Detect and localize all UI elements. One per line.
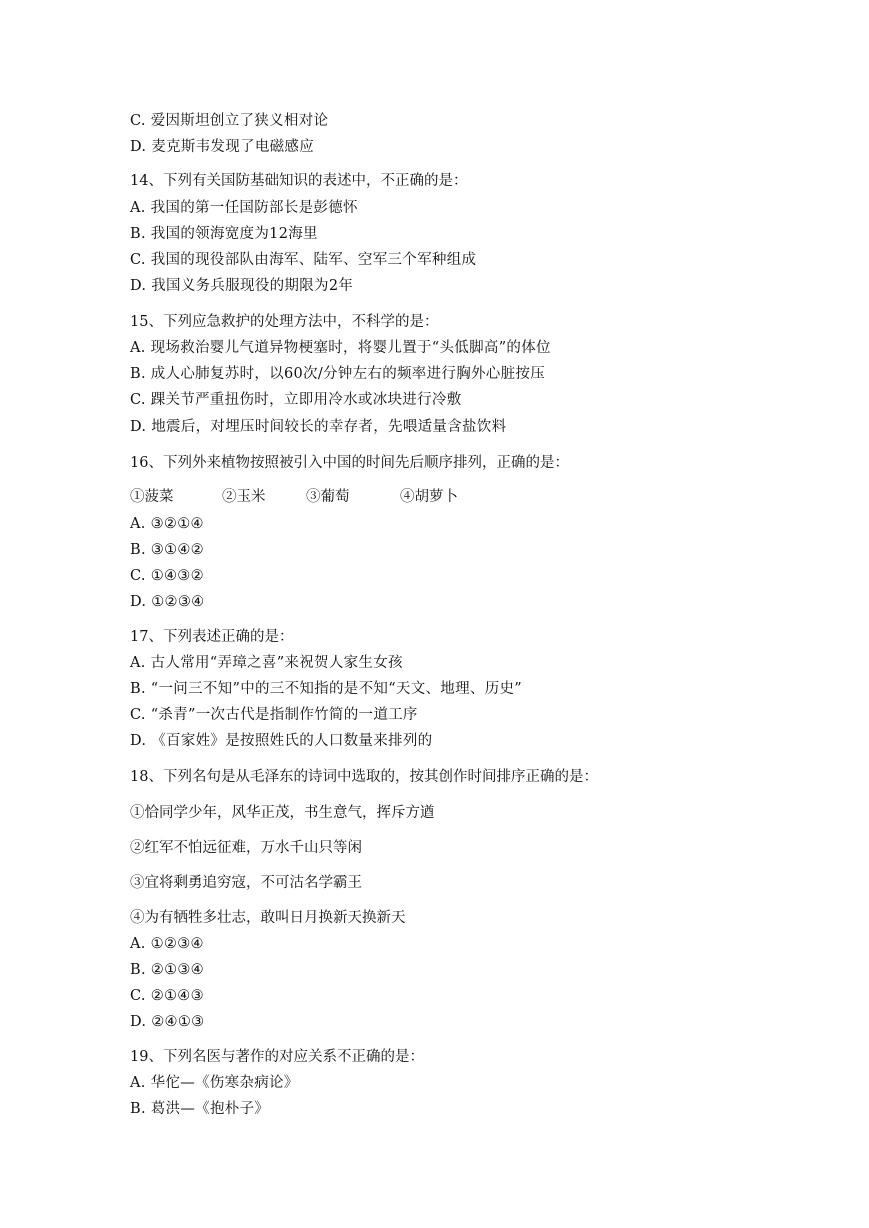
q15-option-d: D. 地震后，对埋压时间较长的幸存者，先喂适量含盐饮料 xyxy=(130,419,507,435)
q16-item-3: ③葡萄 xyxy=(306,489,350,505)
q19-option-a: A. 华佗—《伤寒杂病论》 xyxy=(130,1075,299,1091)
q18-option-d: D. ②④①③ xyxy=(130,1014,205,1030)
q17-option-a: A. 古人常用“弄璋之喜”来祝贺人家生女孩 xyxy=(130,655,403,671)
q15-option-b: B. 成人心肺复苏时，以60次/分钟左右的频率进行胸外心脏按压 xyxy=(130,366,546,382)
q17-option-b: B. “一问三不知”中的三不知指的是不知“天文、地理、历史” xyxy=(130,681,523,697)
q16-item-4: ④胡萝卜 xyxy=(400,489,458,505)
q18-option-b: B. ②①③④ xyxy=(130,962,204,978)
q17-option-c: C. “杀青”一次古代是指制作竹简的一道工序 xyxy=(130,707,418,723)
q15-stem: 15、下列应急救护的处理方法中，不科学的是： xyxy=(130,314,439,330)
q14-option-a: A. 我国的第一任国防部长是彭德怀 xyxy=(130,200,358,216)
q15-option-a: A. 现场救治婴儿气道异物梗塞时，将婴儿置于“头低脚高”的体位 xyxy=(130,340,551,356)
q18-option-a: A. ①②③④ xyxy=(130,936,204,952)
q14-option-d: D. 我国义务兵服现役的期限为2年 xyxy=(130,278,354,294)
q16-option-c: C. ①④③② xyxy=(130,568,204,584)
q16-items xyxy=(130,487,458,507)
q18-item-2: ②红军不怕远征难，万水千山只等闲 xyxy=(130,840,362,856)
q18-item-3: ③宜将剩勇追穷寇，不可沽名学霸王 xyxy=(130,875,362,891)
q18-item-1: ①恰同学少年，风华正茂，书生意气，挥斥方遒 xyxy=(130,805,435,821)
q16-item-1: ①菠菜 xyxy=(130,489,174,505)
q15-option-c: C. 踝关节严重扭伤时，立即用冷水或冰块进行冷敷 xyxy=(130,392,462,408)
q19-stem: 19、下列名医与著作的对应关系不正确的是： xyxy=(130,1049,424,1065)
q13-option-c: C. 爱因斯坦创立了狭义相对论 xyxy=(130,113,329,129)
q13-option-d: D. 麦克斯韦发现了电磁感应 xyxy=(130,139,315,155)
q18-item-4: ④为有牺牲多壮志，敢叫日月换新天换新天 xyxy=(130,910,406,926)
q16-option-b: B. ③①④② xyxy=(130,542,204,558)
q16-item-2: ②玉米 xyxy=(222,489,266,505)
q16-stem: 16、下列外来植物按照被引入中国的时间先后顺序排列，正确的是： xyxy=(130,455,569,471)
q16-option-d: D. ①②③④ xyxy=(130,594,205,610)
q14-option-c: C. 我国的现役部队由海军、陆军、空军三个军种组成 xyxy=(130,252,477,268)
q17-stem: 17、下列表述正确的是： xyxy=(130,629,294,645)
q17-option-d: D. 《百家姓》是按照姓氏的人口数量来排列的 xyxy=(130,733,433,749)
q18-stem: 18、下列名句是从毛泽东的诗词中选取的，按其创作时间排序正确的是： xyxy=(130,769,598,785)
q19-option-b: B. 葛洪—《抱朴子》 xyxy=(130,1101,270,1117)
q14-stem: 14、下列有关国防基础知识的表述中，不正确的是： xyxy=(130,173,468,189)
q16-option-a: A. ③②①④ xyxy=(130,516,204,532)
q18-option-c: C. ②①④③ xyxy=(130,988,204,1004)
q14-option-b: B. 我国的领海宽度为12海里 xyxy=(130,226,318,242)
